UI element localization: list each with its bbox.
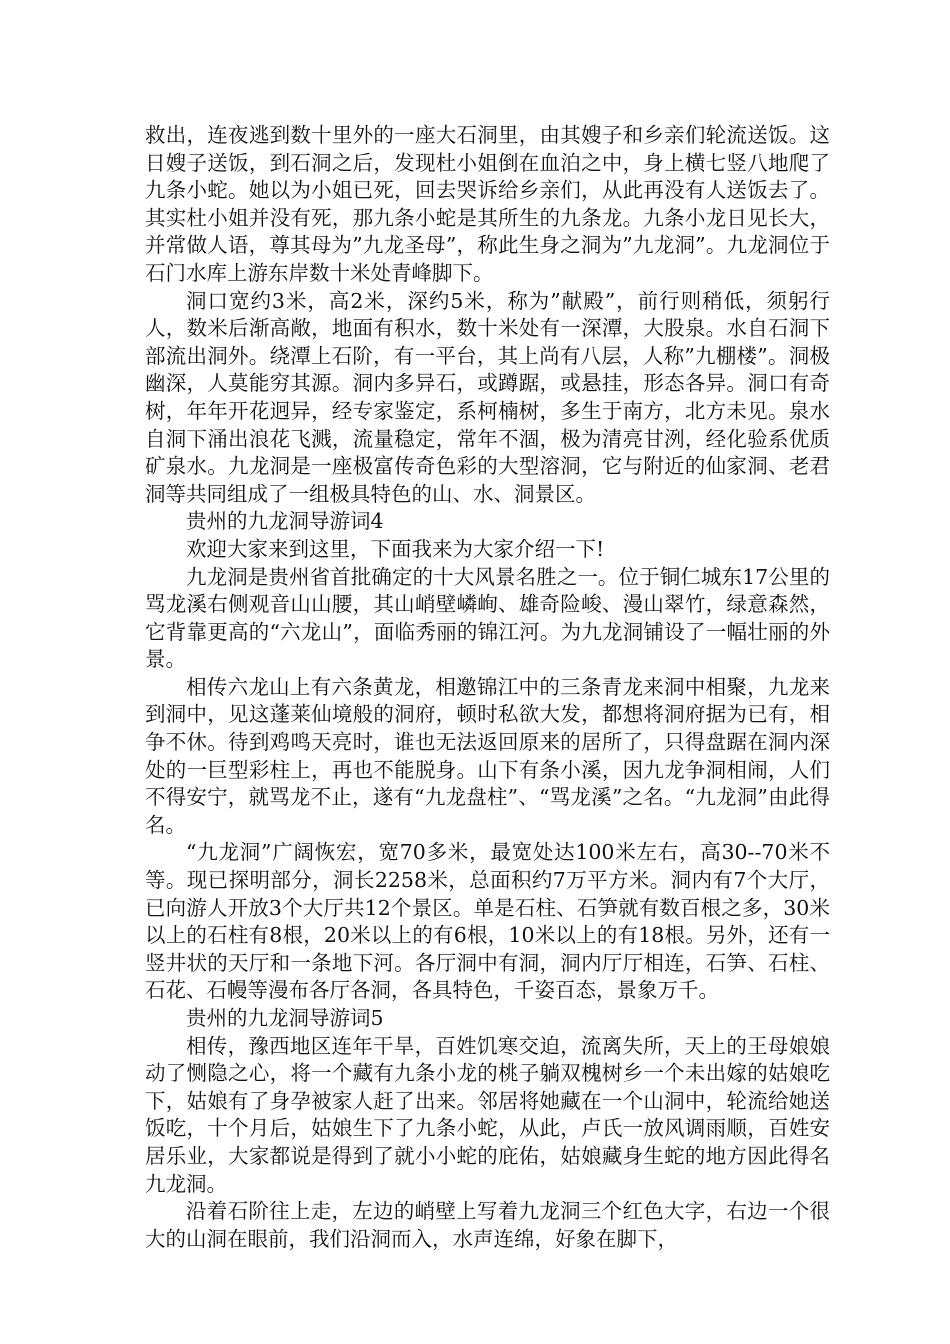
paragraph: 洞口宽约3米，高2米，深约5米，称为”献殿”，前行则稍低，须躬行人，数米后渐高敞，地面有积水，数十米处有一深潭，大股泉。水自石洞下部流出洞外。绕潭上石阶，有一平台，其上尚有八层，人称”九棚楼”。洞极幽深，人莫能穷其源。洞内多异石，或蹲踞，或悬挂，形态各异。洞口有奇树，年年开花迥异，经专家鉴定，系柯楠树，多生于南方，北方未见。泉水自洞下涌出浪花飞溅，流量稳定，常年不涸，极为清亮甘洌，经化验系优质矿泉水。九龙洞是一座极富传奇色彩的大型溶洞，它与附近的仙家洞、老君洞等共同组成了一组极具特色的山、水、洞景区。 (145, 288, 830, 506)
paragraph: 欢迎大家来到这里，下面我来为大家介绍一下! (186, 536, 605, 561)
paragraph: 救出，连夜逃到数十里外的一座大石洞里，由其嫂子和乡亲们轮流送饭。这日嫂子送饭，到石洞之后，发现杜小姐倒在血泊之中，身上横七竖八地爬了九条小蛇。她以为小姐已死，回去哭诉给乡亲们，从此再没有人送饭去了。其实杜小姐并没有死，那九条小蛇是其所生的九条龙。九条小龙日见长大，并常做人语，尊其母为”九龙圣母”，称此生身之洞为”九龙洞”。九龙洞位于石门水库上游东岸数十米处青峰脚下。 (145, 123, 830, 285)
paragraph: 相传六龙山上有六条黄龙，相邀锦江中的三条青龙来洞中相聚，九龙来到洞中，见这蓬莱仙境般的洞府，顿时私欲大发，都想将洞府据为已有，相争不休。待到鸡鸣天亮时，谁也无法返回原来的居所了，只得盘踞在洞内深处的一巨型彩柱上，再也不能脱身。山下有条小溪，因九龙争洞相闹，人们不得安宁，就骂龙不止，遂有“九龙盘柱”、“骂龙溪”之名。“九龙洞”由此得名。 (145, 674, 830, 837)
paragraph: “九龙洞”广阔恢宏，宽70多米，最宽处达100米左右，高30--70米不等。现已探明部分，洞长2258米，总面积约7万平方米。洞内有7个大厅，已向游人开放3个大厅共12个景区。单是石柱、石笋就有数百根之多，30米以上的石柱有8根，20米以上的有6根，10米以上的有18根。另外，还有一竖井状的天厅和一条地下河。各厅洞中有洞，洞内厅厅相连，石笋、石柱、石花、石幔等漫布各厅各洞，各具特色，千姿百态，景象万千。 (145, 840, 830, 1003)
paragraph: 九龙洞是贵州省首批确定的十大风景名胜之一。位于铜仁城东17公里的骂龙溪右侧观音山山腰，其山峭壁嶙峋、雄奇险峻、漫山翠竹，绿意森然，它背靠更高的“六龙山”，面临秀丽的锦江河。为九龙洞铺设了一幅壮丽的外景。 (145, 564, 830, 672)
document-page (145, 122, 830, 1253)
section-heading: 贵州的九龙洞导游词5 (186, 1006, 384, 1030)
paragraph: 沿着石阶往上走，左边的峭壁上写着九龙洞三个红色大字，右边一个很大的山洞在眼前，我们沿洞而入，水声连绵，好象在脚下， (145, 1199, 830, 1251)
section-heading: 贵州的九龙洞导游词4 (186, 509, 384, 534)
paragraph: 相传，豫西地区连年干旱，百姓饥寒交迫，流离失所，天上的王母娘娘动了恻隐之心，将一个藏有九条小龙的桃子躺双槐树乡一个未出嫁的姑娘吃下，姑娘有了身孕被家人赶了出来。邻居将她藏在一个山洞中，轮流给她送饭吃，十个月后，姑娘生下了九条小蛇，从此，卢氏一放风调雨顺，百姓安居乐业，大家都说是得到了就小小蛇的庇佑，姑娘藏身生蛇的地方因此得名九龙洞。 (145, 1033, 830, 1196)
